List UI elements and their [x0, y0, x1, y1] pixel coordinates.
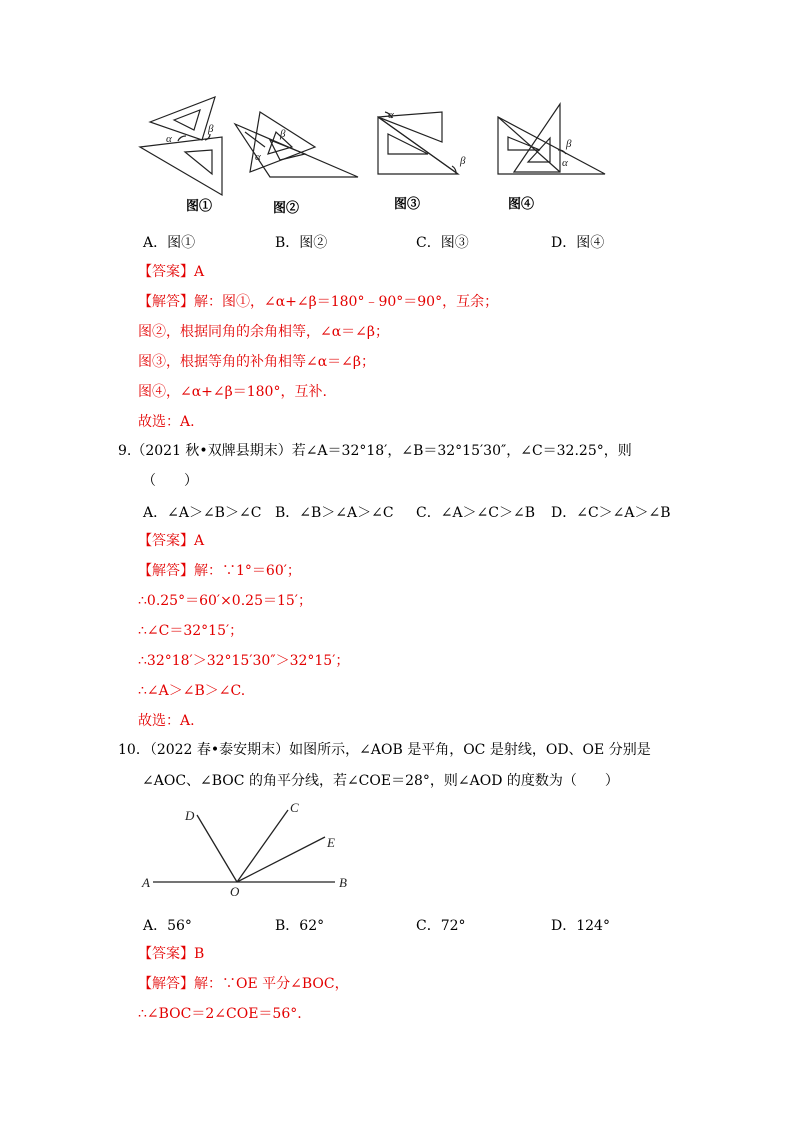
q10-option-d: D．124°	[551, 918, 610, 934]
q8-solution-line-3: 图③，根据等角的补角相等∠α＝∠β；	[138, 354, 376, 370]
q10-stem-line-1: 10．（2022 春•泰安期末）如图所示，∠AOB 是平角，OC 是射线，OD、OE 分别是	[118, 742, 651, 758]
q9-choose: 故选：A.	[138, 713, 195, 729]
fig1-alpha-label: α	[166, 133, 172, 145]
q9-solution-line-3: ∴∠C＝32°15′；	[138, 623, 244, 639]
fig2-beta-label: β	[280, 128, 286, 140]
fig4-caption: 图④	[508, 196, 535, 211]
q10-figure	[135, 795, 365, 900]
fig3-alpha-label: α	[388, 109, 394, 121]
figure-1-diagram	[140, 97, 222, 195]
q8-figures-svg	[130, 92, 650, 222]
q8-solution-line-4: 图④，∠α+∠β＝180°，互补.	[138, 384, 327, 400]
q9-answer: 【答案】A	[138, 533, 205, 549]
label-b: B	[339, 875, 347, 890]
fig2-caption: 图②	[273, 200, 300, 215]
q10-stem-line-2: ∠AOC、∠BOC 的角平分线，若∠COE＝28°，则∠AOD 的度数为（ ）	[142, 773, 619, 789]
fig3-beta-label: β	[460, 155, 466, 167]
q8-option-a: A．图①	[143, 235, 196, 251]
ray-od	[197, 815, 237, 882]
q9-solution-line-4: ∴32°18′＞32°15′30″＞32°15′；	[138, 653, 350, 669]
ray-oc	[237, 810, 288, 882]
label-c: C	[290, 800, 299, 815]
q10-solution-line-1: 【解答】解：∵OE 平分∠BOC，	[138, 976, 349, 992]
q9-option-a: A．∠A＞∠B＞∠C	[143, 505, 262, 521]
fig4-beta-label: β	[566, 138, 572, 150]
q10-figure-svg	[135, 795, 365, 900]
q9-solution-line-2: ∴0.25°＝60′×0.25＝15′；	[138, 593, 312, 609]
label-o: O	[230, 884, 240, 899]
figure-4-diagram	[498, 104, 605, 174]
q8-answer: 【答案】A	[138, 264, 205, 280]
fig3-caption: 图③	[394, 196, 421, 211]
q9-option-b: B．∠B＞∠A＞∠C	[275, 505, 394, 521]
q9-solution-line-1: 【解答】解：∵1°＝60′；	[138, 563, 301, 579]
q8-solution-line-2: 图②，根据同角的余角相等，∠α＝∠β；	[138, 324, 390, 340]
q9-option-c: C．∠A＞∠C＞∠B	[416, 505, 536, 521]
q10-answer: 【答案】B	[138, 946, 205, 962]
q10-option-c: C．72°	[416, 918, 466, 934]
fig4-alpha-label: α	[562, 157, 568, 169]
q9-stem-line-1: 9.（2021 秋•双牌县期末）若∠A＝32°18′，∠B＝32°15′30″，∠C＝32.25°，则	[118, 443, 632, 459]
q9-solution-line-5: ∴∠A＞∠B＞∠C.	[138, 683, 246, 699]
q8-figure-row	[130, 92, 650, 222]
label-a: A	[142, 875, 150, 890]
label-d: D	[185, 808, 195, 823]
q8-choose: 故选：A.	[138, 414, 195, 430]
label-e: E	[327, 835, 335, 850]
fig1-caption: 图①	[186, 198, 213, 213]
q8-option-c: C．图③	[416, 235, 469, 251]
q10-option-b: B．62°	[275, 918, 325, 934]
ray-oe	[237, 837, 325, 882]
fig1-beta-label: β	[208, 123, 214, 135]
q10-option-a: A．56°	[143, 918, 192, 934]
fig2-alpha-label: α	[255, 151, 261, 163]
q9-stem-line-2: （ ）	[142, 473, 198, 489]
q9-option-d: D．∠C＞∠A＞∠B	[551, 505, 671, 521]
q8-solution-line-1: 【解答】解：图①，∠α+∠β＝180°﹣90°＝90°，互余；	[138, 294, 499, 310]
q8-option-b: B．图②	[275, 235, 328, 251]
figure-3-diagram	[378, 112, 458, 174]
q8-option-d: D．图④	[551, 235, 605, 251]
q10-solution-line-2: ∴∠BOC＝2∠COE＝56°.	[138, 1006, 302, 1022]
figure-2-diagram	[235, 112, 358, 177]
